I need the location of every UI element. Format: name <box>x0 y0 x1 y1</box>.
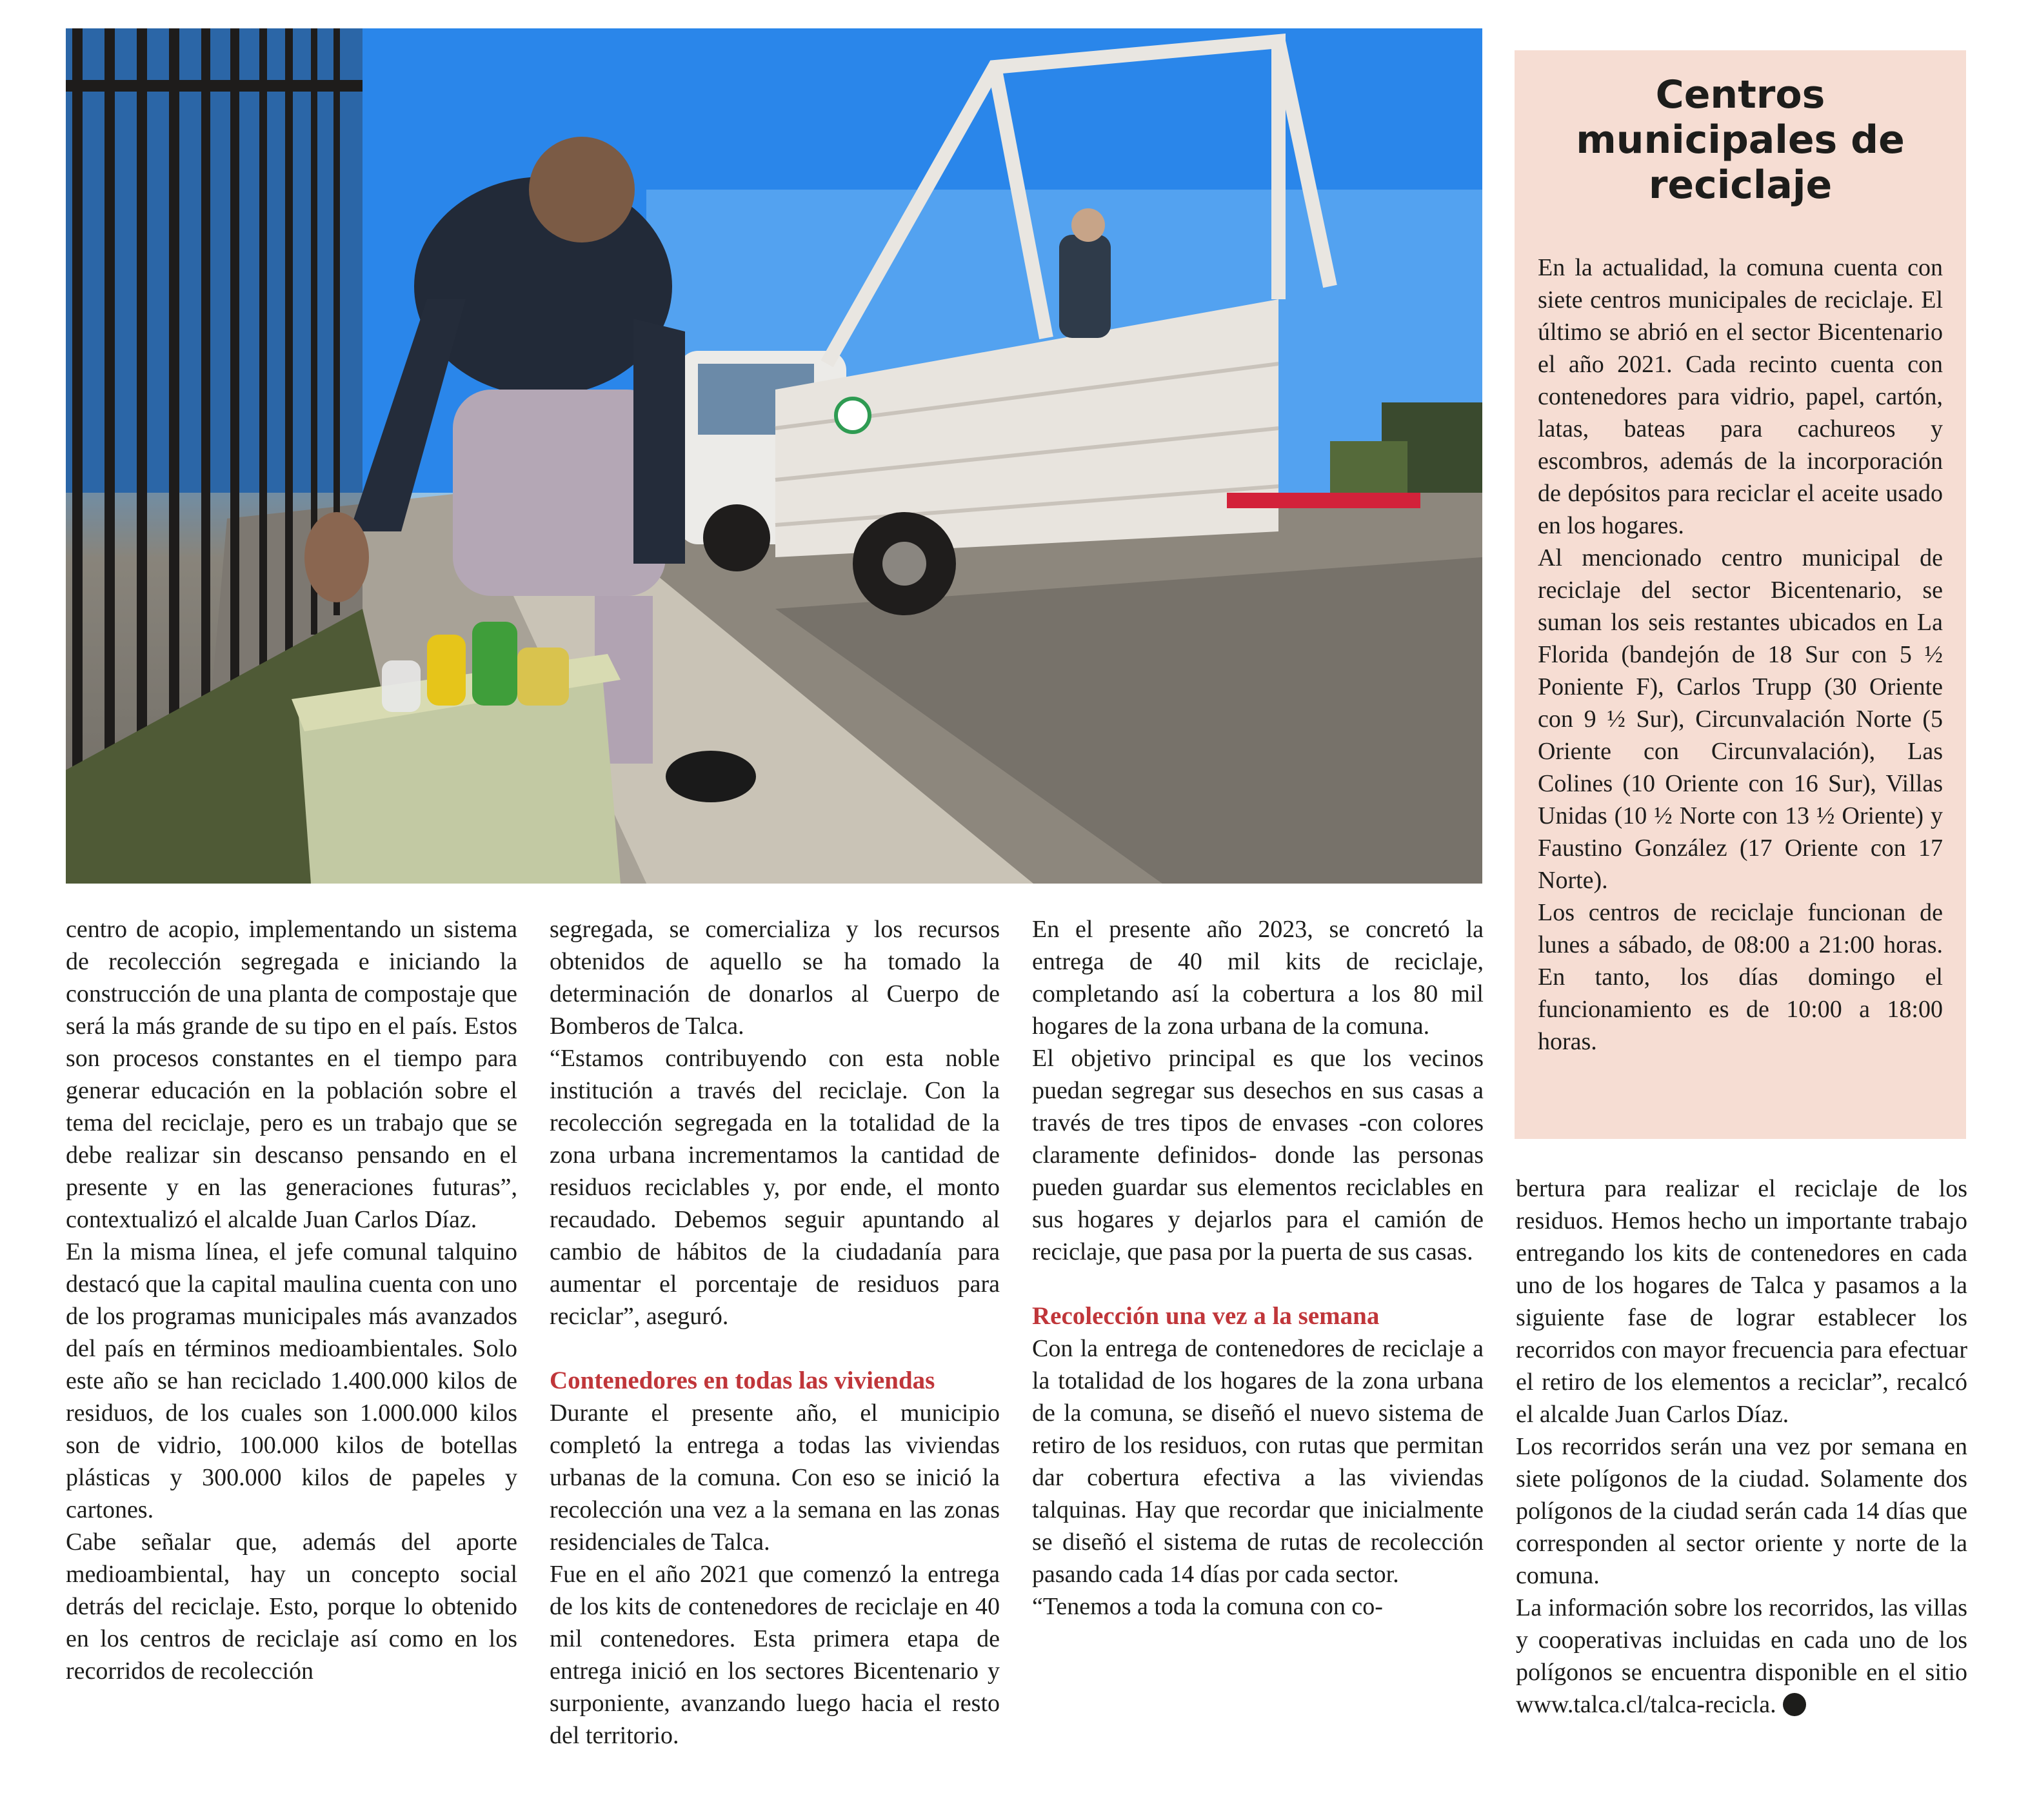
body-paragraph: “Tenemos a toda la comuna con co- <box>1032 1593 1383 1620</box>
body-paragraph: Los recorridos serán una vez por semana en siete polígonos de la ciudad. Solamente dos polígonos de la ciudad serán cada 14 días que corresponden al sector oriente y norte de la comuna. <box>1516 1433 1967 1589</box>
article-column-3 <box>1032 913 1484 1623</box>
body-paragraph: segregada, se comercializa y los recursos obtenidos de aquello se ha tomado la determinación de donarlos al Cuerpo de Bomberos de Talca. <box>550 916 1000 1040</box>
sidebar-title: Centros municipales de reciclaje <box>1576 72 1905 208</box>
sidebar-paragraph: En la actualidad, la comuna cuenta con siete centros municipales de reciclaje. El último se abrió en el sector Bicentenario el año 2021. Cada recinto cuenta con contenedores para vidrio, papel, cartón, latas, bateas para cachureos y escombros, además de la incorporación de depósitos para reciclar el aceite usado en los hogares. <box>1538 254 1943 539</box>
last-paragraph-text: La información sobre los recorridos, las villas y cooperativas incluidas en cada uno de los polígonos se encuentra disponible en el sitio www.talca.cl/talca-recicla. <box>1516 1594 1967 1718</box>
body-paragraph: centro de acopio, implementando un sistema de recolección segregada e iniciando la construcción de una planta de compostaje que será la más grande de su tipo en el país. Estos son procesos constantes en el tiempo para generar educación en la población sobre el tema del reciclaje, pero es un trabajo que se debe realizar sin descanso pensando en el presente y en las generaciones futuras”, contextualizó el alcalde Juan Carlos Díaz. <box>66 916 517 1233</box>
sidebar-paragraph: Al mencionado centro municipal de reciclaje del sector Bicentenario, se suman los seis restantes ubicados en La Florida (bandejón de 18 Sur con 5 ½ Poniente F), Carlos Trupp (30 Oriente con 9 ½ Sur), Circunvalación Norte (5 Oriente con Circunvalación), Las Colines (10 Oriente con 16 Sur), Villas Unidas (10 ½ Norte con 13 ½ Oriente) y Faustino González (17 Oriente con 17 Norte). <box>1538 544 1943 894</box>
article-photo <box>66 28 1482 884</box>
body-paragraph: “Estamos contribuyendo con esta noble institución a través del reciclaje. Con la recolección segregada en la totalidad de la zona urbana incrementamos la cantidad de residuos reciclables y, por ende, el monto recaudado. Debemos seguir apuntando al cambio de hábitos de la ciudadanía para aumentar el porcentaje de residuos para reciclar”, aseguró. <box>550 1045 1000 1330</box>
body-paragraph: En la misma línea, el jefe comunal talquino destacó que la capital maulina cuenta con uno de los programas municipales más avanzados del país en términos medioambientales. Solo este año se han reciclado 1.400.000 kilos de residuos, de los cuales son 1.000.000 kilos son de vidrio, 100.000 kilos de botellas plásticas y 300.000 kilos de papeles y cartones. <box>66 1238 517 1523</box>
body-paragraph: bertura para realizar el reciclaje de los residuos. Hemos hecho un importante trabajo entregando los kits de contenedores en cada uno de los hogares de Talca y pasamos a la siguiente fase de lograr establecer los recorridos con mayor frecuencia para efectuar el retiro de los elementos a reciclar”, recalcó el alcalde Juan Carlos Díaz. <box>1516 1175 1967 1428</box>
section-subhead: Recolección una vez a la semana <box>1032 1302 1380 1330</box>
sidebar-body <box>1538 252 1943 1058</box>
section-subhead: Contenedores en todas las viviendas <box>550 1367 935 1394</box>
article-column-1 <box>66 913 517 1687</box>
body-paragraph: Cabe señalar que, además del aporte medioambiental, hay un concepto social detrás del reciclaje. Esto, porque lo obtenido en los centros de reciclaje así como en los recorridos de recolección <box>66 1528 517 1685</box>
body-paragraph: El objetivo principal es que los vecinos puedan segregar sus desechos en sus casas a través de tres tipos de envases -con colores claramente definidos- donde las personas pueden guardar sus elementos reciclables en sus hogares y dejarlos para el camión de reciclaje, que pasa por la puerta de sus casas. <box>1032 1045 1484 1265</box>
article-column-4 <box>1516 1172 1967 1721</box>
recycling-truck-photo-illustration <box>66 28 1482 884</box>
body-paragraph: Con la entrega de contenedores de reciclaje a la totalidad de los hogares de la zona urbana de la comuna, se diseñó el nuevo sistema de retiro de los residuos, con rutas que permitan dar cobertura efectiva a las viviendas talquinas. Hay que recordar que inicialmente se diseñó el sistema de rutas de recolección pasando cada 14 días por cada sector. <box>1032 1335 1484 1588</box>
body-paragraph: En el presente año 2023, se concretó la entrega de 40 mil kits de reciclaje, completando así la cobertura a los 80 mil hogares de la zona urbana de la comuna. <box>1032 916 1484 1040</box>
sidebar-paragraph: Los centros de reciclaje funcionan de lunes a sábado, de 08:00 a 21:00 horas. En tanto, los días domingo el funcionamiento es de 10:00 a 18:00 horas. <box>1538 899 1943 1055</box>
article-column-2 <box>550 913 1000 1752</box>
body-paragraph-last <box>1516 1592 1967 1721</box>
body-paragraph: Durante el presente año, el municipio completó la entrega a todas las viviendas urbanas de la comuna. Con eso se inició la recolección una vez a la semana en las zonas residenciales de Talca. <box>550 1400 1000 1556</box>
end-of-article-dot-icon <box>1783 1693 1806 1716</box>
sidebar-box <box>1515 50 1966 1139</box>
body-paragraph: Fue en el año 2021 que comenzó la entrega de los kits de contenedores de reciclaje en 40 mil contenedores. Esta primera etapa de entrega inició en los sectores Bicentenario y surponiente, avanzando luego hacia el resto del territorio. <box>550 1561 1000 1749</box>
